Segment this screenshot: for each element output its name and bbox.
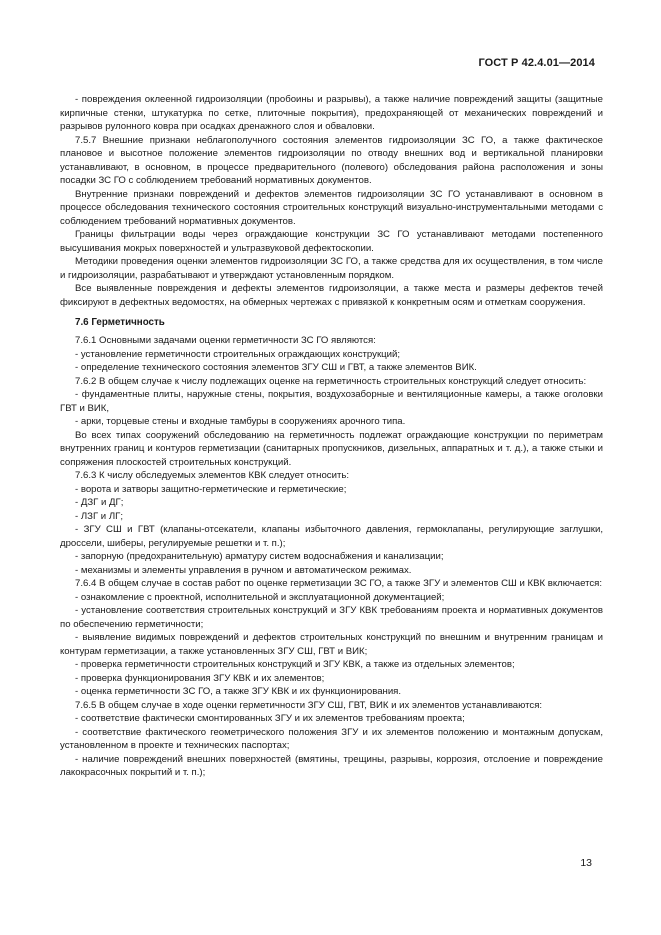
page-number: 13 [580,857,592,869]
paragraph: Методики проведения оценки элементов гидроизоляции ЗС ГО, а также средства для их осуществления, в том числе и гидроизоляции, разрабатывают и утверждают установленным порядком. [60,256,603,281]
paragraph: 7.6.3 К числу обследуемых элементов КВК следует относить: [75,470,350,481]
paragraph: - повреждения оклеенной гидроизоляции (пробоины и разрывы), а также наличие повреждений защиты (защитные кирпичные стенки, штукатурка по сетке, плиточные покрытия), предохраняющей от механических повреждений и разрывов рулонного ковра при осадках дренажного слоя и обваловки. [60,94,603,132]
paragraph: Границы фильтрации воды через ограждающие конструкции ЗС ГО устанавливают методами постепенного высушивания мокрых поверхностей и ультразвуковой дефектоскопии. [60,229,603,254]
paragraph: - оценка герметичности ЗС ГО, а также ЗГУ КВК и их функционирования. [75,686,402,697]
paragraph: 7.6.1 Основными задачами оценки герметичности ЗС ГО являются: [75,335,376,346]
paragraph: - ознакомление с проектной, исполнительной и эксплуатационной документацией; [75,591,445,603]
paragraph: - механизмы и элементы управления в ручном и автоматическом режимах. [75,564,412,576]
paragraph: Внутренние признаки повреждений и дефектов элементов гидроизоляции ЗС ГО устанавливают в основном в процессе обследования технического состояния строительных конструкций визуально-инструментальными методами с соблюдением требований нормативных документов. [60,188,603,227]
paragraph: - определение технического состояния элементов ЗГУ СШ и ГВТ, а также элементов ВИК. [75,362,477,373]
paragraph: - ворота и затворы защитно-герметические и герметические; [75,483,347,495]
paragraph: - фундаментные плиты, наружные стены, покрытия, воздухозаборные и вентиляционные камеры, а также оголовки ГВТ и ВИК, [60,389,603,414]
paragraph: - соответствие фактического геометрического положения ЗГУ и их элементов положению и монтажным допускам, установленном в проекте и технических паспортах; [60,726,603,751]
paragraph: 7.6.2 В общем случае к числу подлежащих оценке на герметичность строительных конструкций следует относить: [75,375,587,387]
paragraph: - ЛЗГ и ЛГ; [75,510,123,522]
paragraph: Все выявленные повреждения и дефекты элементов гидроизоляции, а также места и размеры дефектов течей фиксируют в дефектных ведомостях, на обмерных чертежах с привязкой к конкретным осям и отметкам сооружения. [60,283,603,308]
paragraph: - ДЗГ и ДГ; [75,497,124,508]
paragraph: - арки, торцевые стены и входные тамбуры в сооружениях арочного типа. [75,416,406,427]
paragraph: - ЗГУ СШ и ГВТ (клапаны-отсекатели, клапаны избыточного давления, гермоклапаны, регулирующие заглушки, дроссели, шиберы, регулируемые решетки и т. п.); [60,524,603,549]
paragraph: Во всех типах сооружений обследованию на герметичность подлежат ограждающие конструкции по периметрам внутренних границ и контуров герметизации (санитарных пропускников, дизельных, аппаратных и т. д.), а также стыки и сопряжения плоскостей строительных конструкций. [60,429,603,468]
paragraph: - проверка герметичности строительных конструкций и ЗГУ КВК, а также из отдельных элементов; [75,659,515,670]
paragraph: - установление герметичности строительных ограждающих конструкций; [75,348,401,360]
paragraph: 7.6.5 В общем случае в ходе оценки герметичности ЗГУ СШ, ГВТ, ВИК и их элементов устанавливаются: [75,699,543,711]
section-heading: 7.6 Герметичность [75,317,165,328]
paragraph: 7.6.4 В общем случае в состав работ по оценке герметизации ЗС ГО, а также ЗГУ и элементов СШ и КВК включается: [75,578,603,589]
paragraph: 7.5.7 Внешние признаки неблагополучного состояния элементов гидроизоляции ЗС ГО, а также фактическое плановое и высотное положение элементов гидроизоляции по отводу внешних вод и вертикальной планировки устанавливают, в основном, в процессе предварительного (полевого) обследования района расположения и зоны посадки ЗС ГО с соблюдением требований нормативных документов. [60,134,603,186]
paragraph: - проверка функционирования ЗГУ КВК и их элементов; [75,672,325,684]
document-body [60,93,603,780]
paragraph: - запорную (предохранительную) арматуру систем водоснабжения и канализации; [75,551,444,562]
paragraph: - выявление видимых повреждений и дефектов строительных конструкций по внешним и внутренним границам и контурам герметизации, а также установленных ЗГУ СШ, ГВТ и ВИК; [60,632,603,657]
document-code-header: ГОСТ Р 42.4.01—2014 [478,57,595,69]
paragraph: - наличие повреждений внешних поверхностей (вмятины, трещины, разрывы, коррозия, отслоение и повреждение лакокрасочных покрытий и т. п.); [60,753,603,778]
paragraph: - установление соответствия строительных конструкций и ЗГУ КВК требованиям проекта и нормативных документов по обеспечению герметичности; [60,605,603,630]
paragraph: - соответствие фактически смонтированных ЗГУ и их элементов требованиям проекта; [75,713,465,724]
